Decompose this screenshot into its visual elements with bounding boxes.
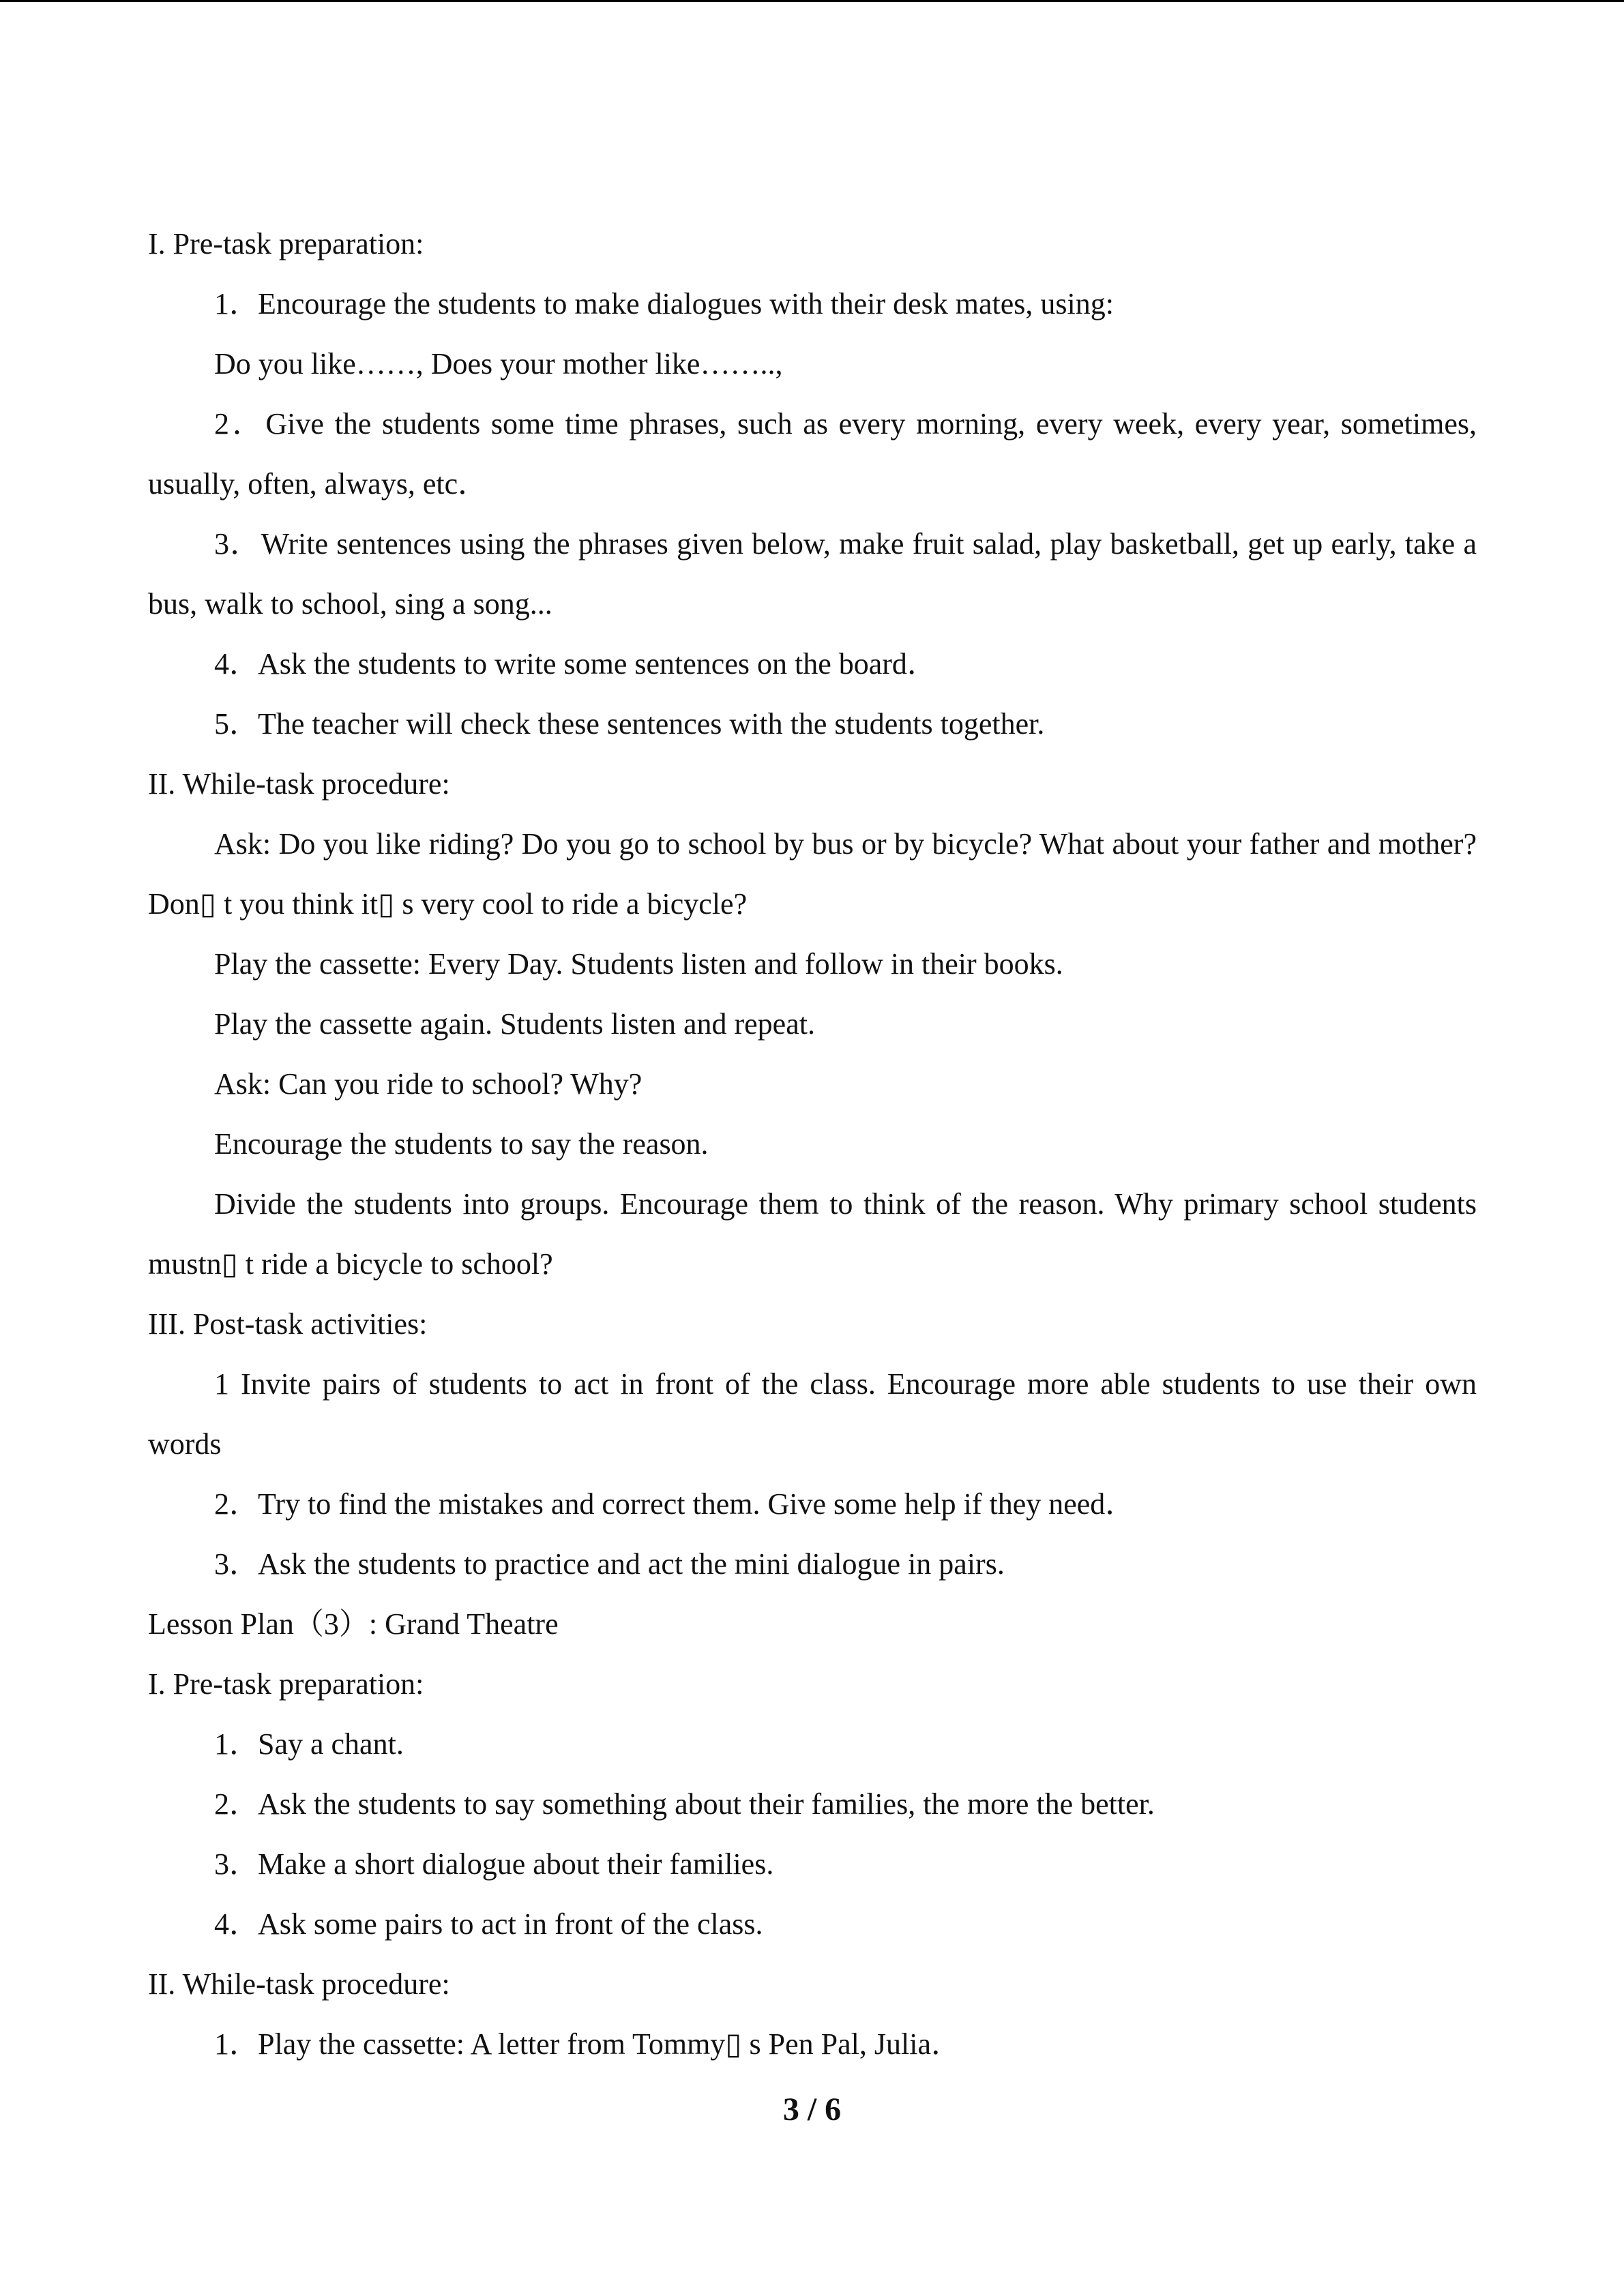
list-item — [148, 634, 1477, 694]
item-number: 5． — [214, 707, 259, 741]
list-item — [148, 274, 1477, 334]
document-body — [148, 214, 1477, 2074]
section-heading-while-task: II. While-task procedure: — [148, 767, 450, 801]
paragraph: Encourage the students to say the reason. — [214, 1127, 709, 1161]
paragraph: Play the cassette again. Students listen and repeat. — [214, 1007, 815, 1041]
item-number: 2． — [214, 1787, 259, 1821]
list-item — [148, 1894, 1477, 1954]
item-number: 3． — [214, 1547, 259, 1581]
paragraph: Divide the students into groups. Encourage them to think of the reason. Why primary school students mustn▯ t ride a bicycle to school? — [148, 1187, 1477, 1281]
item-text: The teacher will check these sentences with the students together. — [258, 707, 1045, 741]
list-item-continuation: Do you like……, Does your mother like…….., — [214, 347, 783, 381]
list-item — [148, 1834, 1477, 1894]
list-item — [148, 694, 1477, 754]
item-number: 4． — [214, 1907, 259, 1941]
item-text: Try to find the mistakes and correct them. Give some help if they need． — [258, 1487, 1136, 1521]
item-text: Ask the students to say something about their families, the more the better. — [258, 1787, 1155, 1821]
item-number: 2． — [214, 1487, 259, 1521]
item-text: Make a short dialogue about their families. — [258, 1847, 774, 1881]
paragraph: Ask: Can you ride to school? Why? — [214, 1067, 643, 1101]
paragraph: Play the cassette: Every Day. Students listen and follow in their books. — [214, 947, 1063, 981]
item-text: Ask the students to practice and act the mini dialogue in pairs. — [258, 1547, 1005, 1581]
item-text: Encourage the students to make dialogues with their desk mates, using: — [258, 287, 1114, 320]
top-border-rule — [0, 0, 1624, 2]
list-item — [148, 1474, 1477, 1534]
list-item: 3．Write sentences using the phrases given below, make fruit salad, play basketball, get up early, take a bus, walk to school, sing a song... — [148, 527, 1477, 621]
item-number: 4． — [214, 647, 259, 681]
item-number: 1． — [214, 287, 259, 320]
list-item — [148, 2014, 1477, 2074]
lesson-plan-title: Lesson Plan（3）: Grand Theatre — [148, 1607, 559, 1641]
list-item — [148, 1774, 1477, 1834]
list-item: 2．Give the students some time phrases, such as every morning, every week, every year, sometimes, usually, often, always, etc． — [148, 407, 1477, 501]
section-heading-post-task: III. Post-task activities: — [148, 1307, 428, 1341]
item-text: Ask the students to write some sentences on the board． — [258, 647, 937, 681]
section-heading-pre-task: I. Pre-task preparation: — [148, 1667, 424, 1701]
paragraph: Ask: Do you like riding? Do you go to school by bus or by bicycle? What about your father and mother? Don▯ t you think it▯ s very cool to ride a bicycle? — [148, 827, 1477, 921]
item-number: 1． — [214, 1727, 259, 1761]
item-text: Say a chant. — [258, 1727, 404, 1761]
item-text: Ask some pairs to act in front of the class. — [258, 1907, 763, 1941]
section-heading-while-task: II. While-task procedure: — [148, 1967, 450, 2001]
list-item — [148, 1714, 1477, 1774]
item-number: 3． — [214, 1847, 259, 1881]
page-number: 3 / 6 — [782, 2091, 842, 2128]
item-text: Play the cassette: A letter from Tommy▯ s Pen Pal, Julia． — [258, 2027, 961, 2061]
list-item: 1 Invite pairs of students to act in front of the class. Encourage more able students to use their own words — [148, 1367, 1477, 1461]
item-number: 1． — [214, 2027, 259, 2061]
list-item — [148, 1534, 1477, 1594]
section-heading-pre-task: I. Pre-task preparation: — [148, 227, 424, 260]
